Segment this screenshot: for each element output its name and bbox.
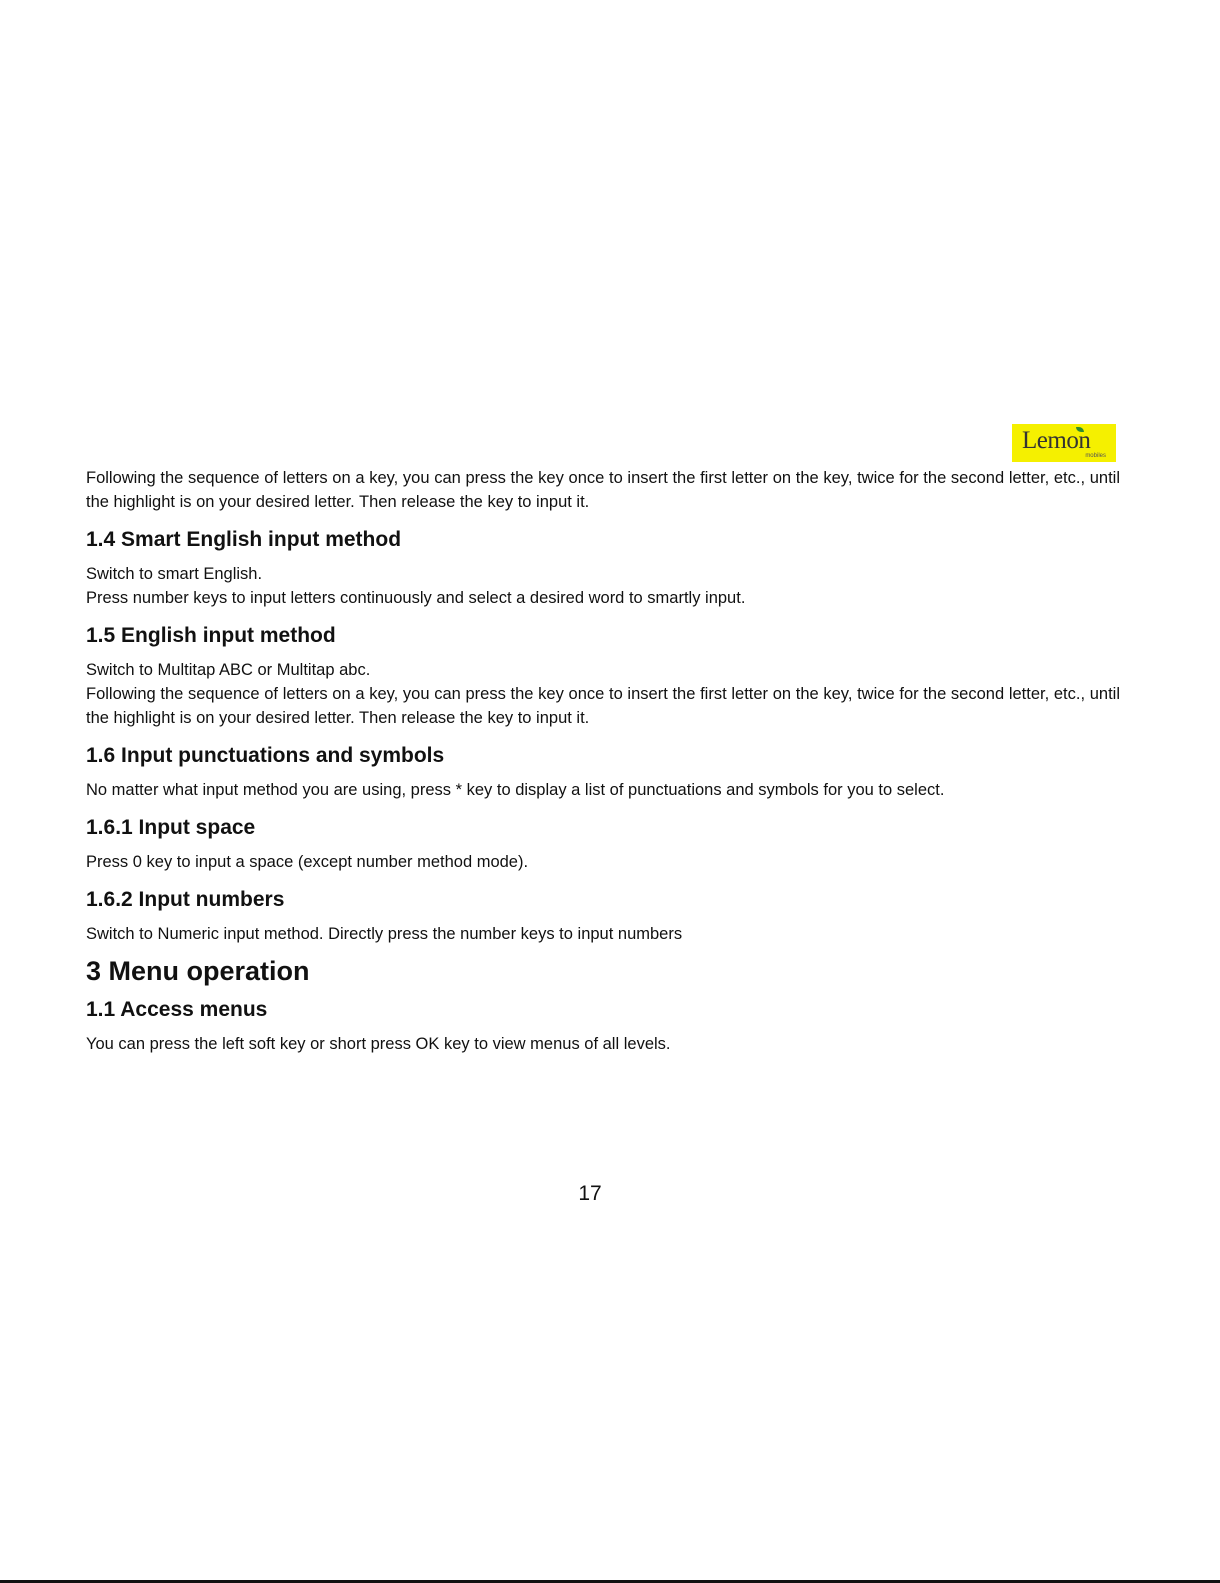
heading-1-1: 1.1 Access menus <box>86 998 268 1021</box>
heading-1-6-2: 1.6.2 Input numbers <box>86 888 285 911</box>
logo-subtitle: mobiles <box>1085 453 1106 459</box>
heading-1-6: 1.6 Input punctuations and symbols <box>86 744 445 767</box>
s15-line-1: Switch to Multitap ABC or Multitap abc. <box>86 661 371 679</box>
page-number: 17 <box>578 1182 602 1205</box>
heading-chapter-3: 3 Menu operation <box>86 956 310 986</box>
heading-1-5: 1.5 English input method <box>86 624 336 647</box>
s15-paragraph: Following the sequence of letters on a key, you can press the key once to insert the first letter on the key, twice for the second letter, etc., until the highlight is on your desired letter. Then release the key to input it. <box>86 685 1120 727</box>
s161-line-1: Press 0 key to input a space (except number method mode). <box>86 853 529 871</box>
s11-line-1: You can press the left soft key or short press OK key to view menus of all levels. <box>86 1035 671 1053</box>
lemon-logo <box>1012 424 1116 462</box>
s14-line-1: Switch to smart English. <box>86 565 263 583</box>
s14-line-2: Press number keys to input letters continuously and select a desired word to smartly input. <box>86 589 746 607</box>
page-content <box>86 466 1120 1056</box>
heading-1-4: 1.4 Smart English input method <box>86 528 402 551</box>
heading-1-6-1: 1.6.1 Input space <box>86 816 256 839</box>
logo-word: Lemon <box>1022 427 1091 454</box>
intro-paragraph: Following the sequence of letters on a key, you can press the key once to insert the first letter on the key, twice for the second letter, etc., until the highlight is on your desired letter. Then release the key to input it. <box>86 469 1120 511</box>
s16-line-1: No matter what input method you are using, press * key to display a list of punctuations and symbols for you to select. <box>86 781 945 799</box>
s162-line-1: Switch to Numeric input method. Directly press the number keys to input numbers <box>86 925 683 943</box>
